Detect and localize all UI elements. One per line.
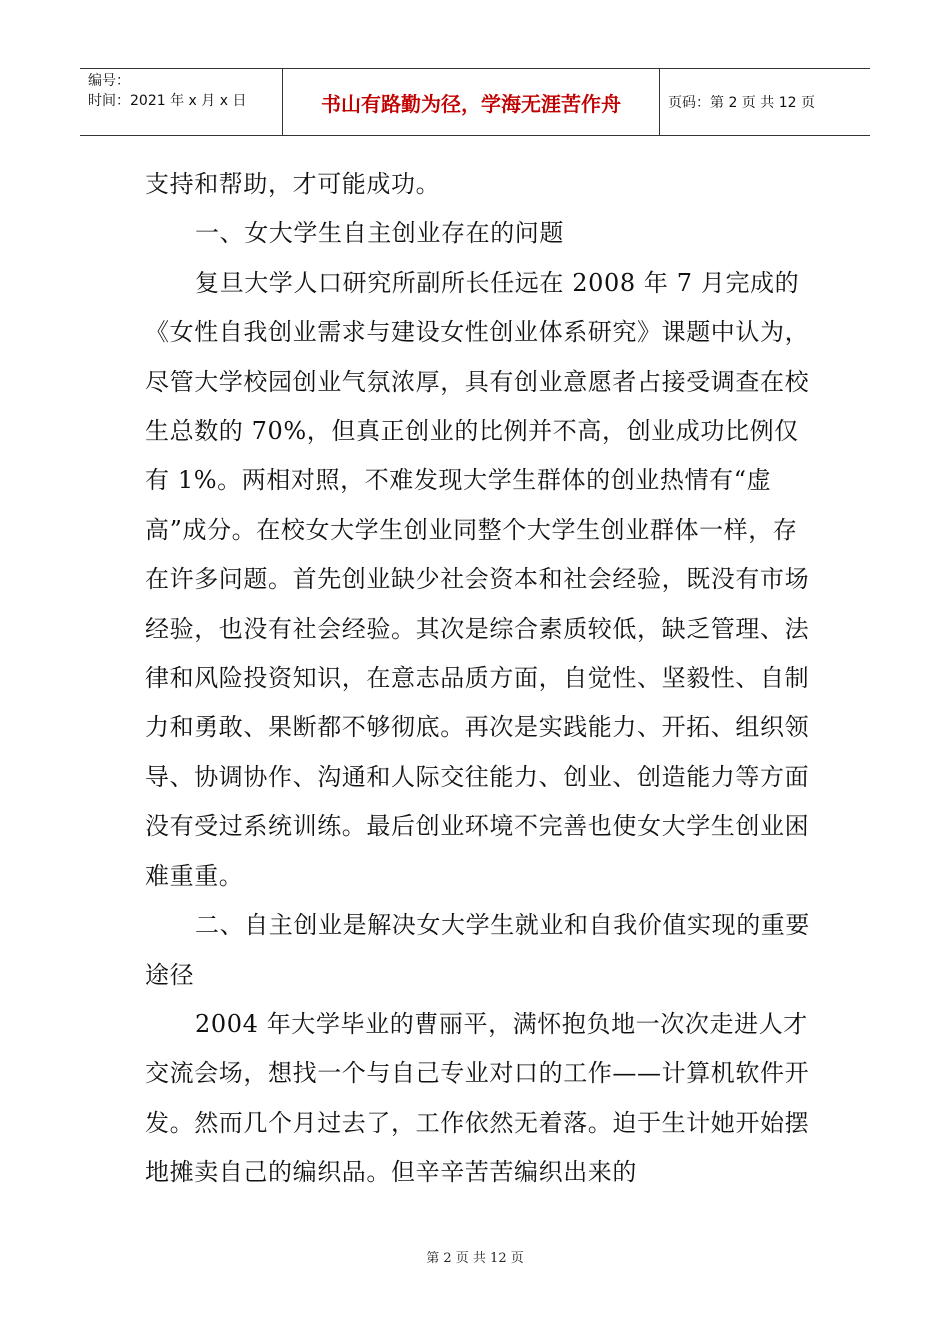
body-paragraph: 2004 年大学毕业的曹丽平，满怀抱负地一次次走进人才交流会场，想找一个与自己专业对口的工作——计算机软件开发。然而几个月过去了，工作依然无着落。迫于生计她开始摆地摊卖自己的编织品。但辛辛苦苦编织出来的 <box>145 1009 810 1187</box>
document-header <box>80 68 870 136</box>
document-date-label: 时间：2021 年 x 月 x 日 <box>88 93 247 109</box>
header-page-cell <box>660 69 870 135</box>
header-page-code: 页码：第 2 页 共 12 页 <box>668 95 815 111</box>
body-paragraph: 支持和帮助，才可能成功。 <box>145 170 441 198</box>
header-meta-cell <box>80 69 283 135</box>
header-motto-cell <box>283 69 660 135</box>
document-body <box>145 160 810 1198</box>
footer-page-number: 第 2 页 共 12 页 <box>426 1251 524 1266</box>
body-paragraph: 复旦大学人口研究所副所长任远在 2008 年 7 月完成的《女性自我创业需求与建设女性创业体系研究》课题中认为，尽管大学校园创业气氛浓厚，具有创业意愿者占接受调查在校生总数的 70%，但真正创业的比例并不高，创业成功比例仅有 1%。两相对照，不难发现大学生群体的创业热情有“虚高”成分。在校女大学生创业同整个大学生创业群体一样，存在许多问题。首先创业缺少社会资本和社会经验，既没有市场经验，也没有社会经验。其次是综合素质较低，缺乏管理、法律和风险投资知识，在意志品质方面，自觉性、坚毅性、自制力和勇敢、果断都不够彻底。再次是实践能力、开拓、组织领导、协调协作、沟通和人际交往能力、创业、创造能力等方面没有受过系统训练。最后创业环境不完善也使女大学生创业困难重重。 <box>145 268 810 890</box>
document-number-label: 编号： <box>88 73 130 89</box>
section-heading: 二、自主创业是解决女大学生就业和自我价值实现的重要途径 <box>145 911 810 989</box>
section-heading: 一、女大学生自主创业存在的问题 <box>195 219 564 248</box>
header-motto: 书山有路勤为径，学海无涯苦作舟 <box>321 91 621 116</box>
page-footer <box>0 1247 950 1266</box>
